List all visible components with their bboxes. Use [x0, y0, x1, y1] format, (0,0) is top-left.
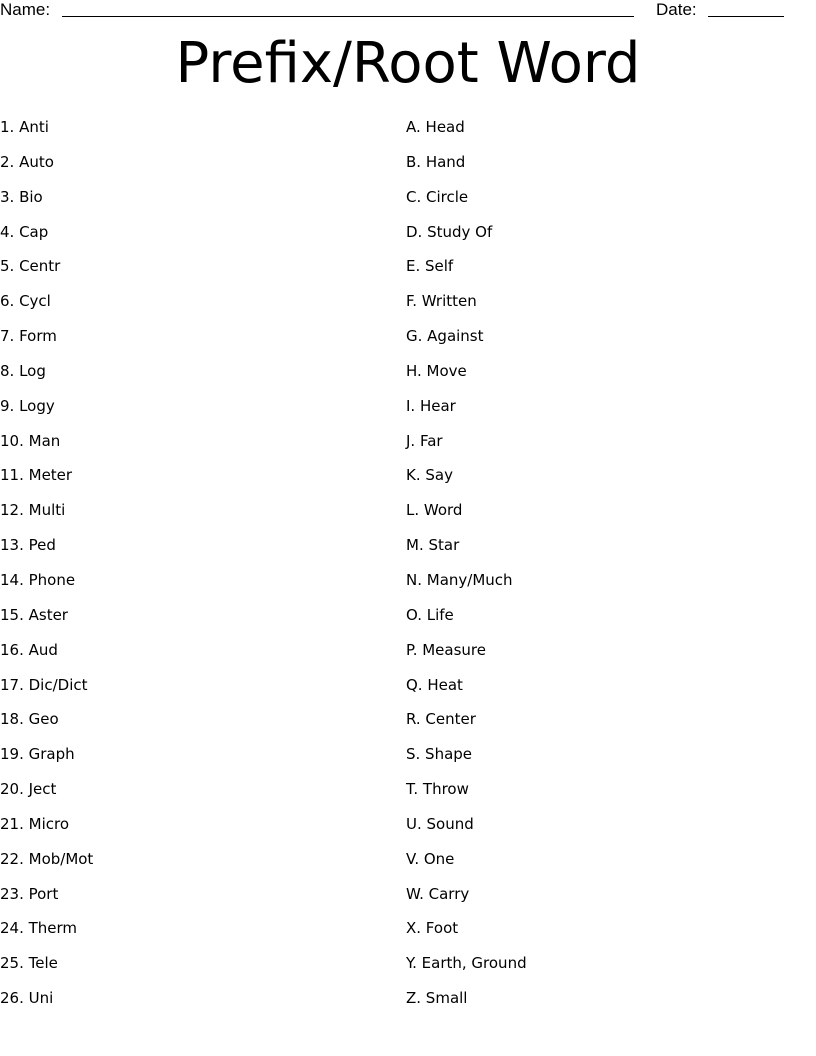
prefix-item-26: 26. Uni [0, 989, 54, 1008]
prefix-list [0, 110, 93, 1016]
meaning-item-13: M. Star [406, 536, 460, 555]
prefix-item-23: 23. Port [0, 884, 59, 903]
meaning-item-2: B. Hand [406, 152, 466, 171]
meaning-item-12: L. Word [406, 501, 463, 520]
meaning-item-8: H. Move [406, 361, 467, 380]
meaning-item-11: K. Say [406, 466, 453, 485]
prefix-item-10: 10. Man [0, 431, 61, 450]
prefix-item-11: 11. Meter [0, 466, 73, 485]
meaning-item-24: X. Foot [406, 919, 459, 938]
prefix-item-24: 24. Therm [0, 919, 78, 938]
prefix-item-6: 6. Cycl [0, 292, 51, 311]
meaning-item-26: Z. Small [406, 989, 468, 1008]
meaning-item-4: D. Study Of [406, 222, 493, 241]
meaning-item-18: R. Center [406, 710, 476, 729]
meaning-list [406, 110, 527, 1016]
meaning-item-7: G. Against [406, 327, 484, 346]
prefix-item-12: 12. Multi [0, 501, 66, 520]
meaning-item-19: S. Shape [406, 745, 473, 764]
meaning-item-16: P. Measure [406, 640, 486, 659]
prefix-item-21: 21. Micro [0, 814, 69, 833]
meaning-item-6: F. Written [406, 292, 477, 311]
prefix-item-4: 4. Cap [0, 222, 49, 241]
prefix-item-16: 16. Aud [0, 640, 58, 659]
name-label: Name: [0, 0, 51, 19]
prefix-item-9: 9. Logy [0, 396, 55, 415]
prefix-item-5: 5. Centr [0, 257, 61, 276]
meaning-item-5: E. Self [406, 257, 454, 276]
prefix-item-2: 2. Auto [0, 152, 54, 171]
meaning-item-10: J. Far [406, 431, 443, 450]
meaning-item-17: Q. Heat [406, 675, 463, 694]
name-blank-line[interactable] [62, 16, 634, 17]
meaning-item-1: A. Head [406, 118, 465, 136]
meaning-item-23: W. Carry [406, 884, 470, 903]
date-label: Date: [656, 0, 697, 19]
prefix-item-17: 17. Dic/Dict [0, 675, 88, 694]
prefix-item-7: 7. Form [0, 327, 57, 346]
prefix-item-15: 15. Aster [0, 605, 68, 624]
prefix-item-14: 14. Phone [0, 570, 76, 589]
page-title: Prefix/Root Word [175, 31, 641, 96]
meaning-item-25: Y. Earth, Ground [406, 954, 527, 973]
prefix-item-19: 19. Graph [0, 745, 75, 764]
prefix-item-22: 22. Mob/Mot [0, 849, 94, 868]
worksheet-header [0, 0, 816, 26]
prefix-item-3: 3. Bio [0, 187, 43, 206]
prefix-item-8: 8. Log [0, 361, 46, 380]
meaning-item-21: U. Sound [406, 814, 474, 833]
prefix-item-1: 1. Anti [0, 118, 49, 136]
meaning-item-20: T. Throw [406, 780, 469, 799]
date-blank-line[interactable] [708, 16, 784, 17]
prefix-item-25: 25. Tele [0, 954, 58, 973]
meaning-item-15: O. Life [406, 605, 454, 624]
prefix-item-18: 18. Geo [0, 710, 59, 729]
meaning-item-22: V. One [406, 849, 455, 868]
meaning-item-14: N. Many/Much [406, 570, 513, 589]
meaning-item-9: I. Hear [406, 396, 456, 415]
prefix-item-20: 20. Ject [0, 780, 57, 799]
prefix-item-13: 13. Ped [0, 536, 56, 555]
meaning-item-3: C. Circle [406, 187, 469, 206]
